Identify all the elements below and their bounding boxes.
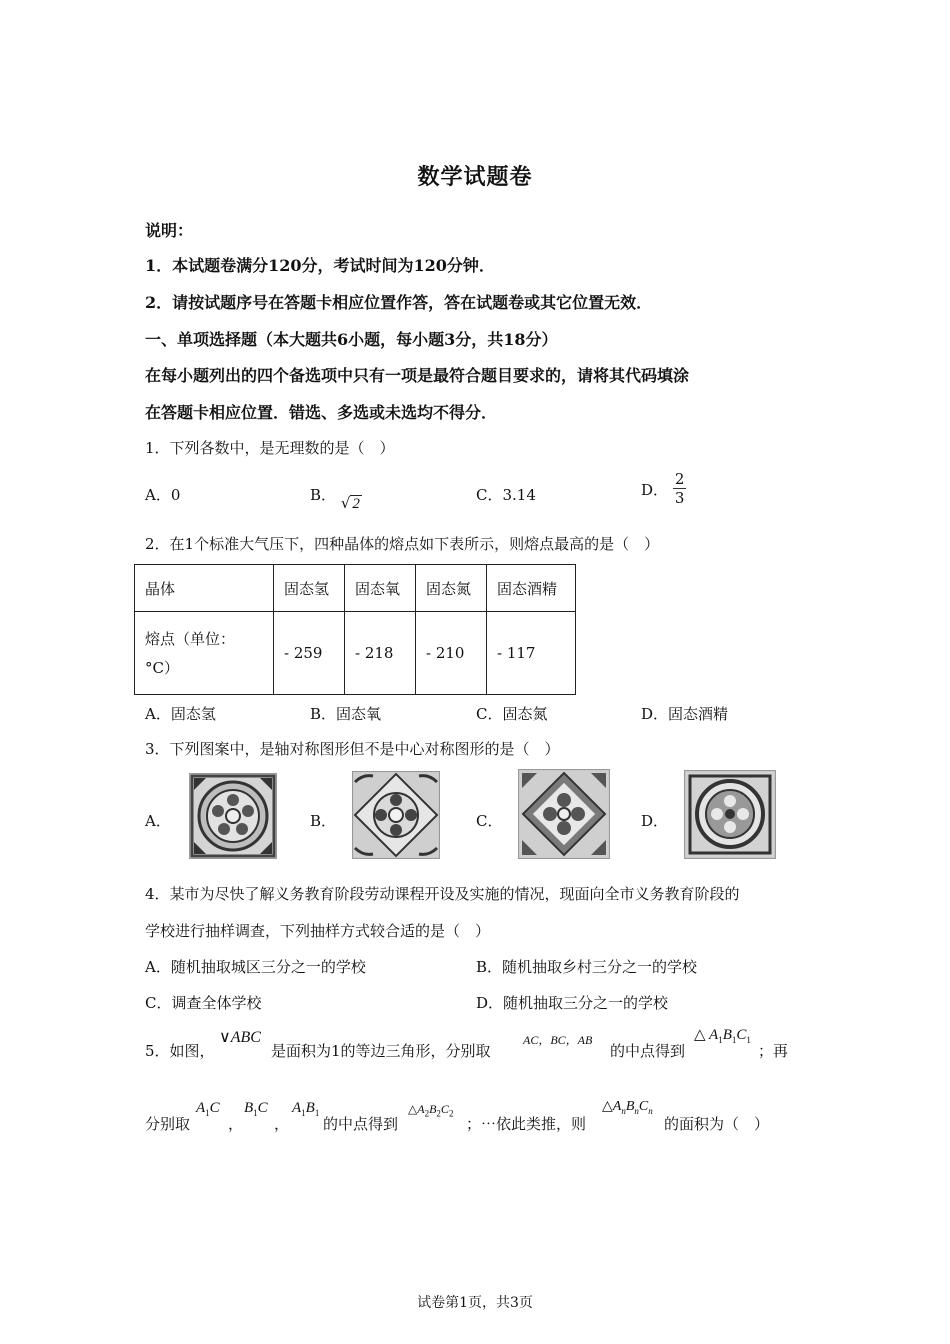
- table-row: [135, 612, 576, 695]
- pattern-b-icon: [353, 772, 439, 858]
- seg-start: B: [244, 1100, 254, 1116]
- vertex-b: B: [429, 1102, 437, 1116]
- table-header-row: [135, 565, 576, 612]
- section-desc-line2: 在答题卡相应位置．错选、多选或未选均不得分．: [145, 403, 498, 422]
- q1-option-d: [641, 470, 686, 507]
- q2-option-d: D．固态酒精: [641, 705, 729, 723]
- pattern-d-image: [684, 770, 776, 859]
- section-desc-line1: 在每小题列出的四个备选项中只有一项是最符合题目要求的，请将其代码填涂: [145, 366, 690, 385]
- seg-end: B: [305, 1100, 315, 1116]
- sqrt-radicand: 2: [352, 496, 360, 512]
- table-header-cell: 固态酒精: [487, 565, 576, 612]
- table-header-cell: 固态氧: [345, 565, 416, 612]
- subscript: 1: [301, 1108, 306, 1118]
- vertex-a: A: [709, 1027, 719, 1043]
- fraction-numerator: 2: [674, 470, 685, 488]
- subscript: 2: [436, 1108, 441, 1119]
- seg-start: A: [292, 1100, 302, 1116]
- melting-point-table: [134, 564, 576, 695]
- table-row-label: [135, 612, 274, 695]
- section-heading: 一、单项选择题（本大题共6小题，每小题3分，共18分）: [145, 330, 558, 349]
- vertex-c: C: [638, 1099, 649, 1114]
- q5-text5: ；⋯依此类推，则: [466, 1115, 587, 1133]
- vertex-c: C: [736, 1027, 747, 1043]
- triangle-a1b1c1: [694, 1025, 751, 1045]
- q3-option-d: D．: [641, 812, 669, 830]
- vertex-c: C: [440, 1102, 449, 1116]
- q4-option-b: B．随机抽取乡村三分之一的学校: [476, 958, 698, 976]
- q2-option-c: C．固态氮: [476, 705, 548, 723]
- q5-text1: 是面积为1的等边三角形，分别取: [271, 1042, 491, 1060]
- q1-option-c: C．3.14: [476, 486, 536, 504]
- sqrt-expression: √ 2: [340, 494, 360, 512]
- segment-a1b1: [292, 1100, 319, 1118]
- table-row-label-line1: 熔点（单位：: [145, 630, 236, 648]
- page-footer: 试卷第1页，共3页: [417, 1295, 533, 1311]
- triangle-symbol: ∨: [219, 1029, 231, 1046]
- fraction: [673, 470, 687, 507]
- subscript: n: [648, 1105, 653, 1116]
- table-cell: - 210: [416, 612, 487, 695]
- q3-option-b: B．: [310, 812, 337, 830]
- triangle-anbncn: [602, 1098, 653, 1116]
- q2-option-a: A．固态氢: [145, 705, 216, 723]
- triangle-abc: [219, 1027, 261, 1047]
- q3-option-c: C．: [476, 812, 503, 830]
- subscript: 1: [718, 1035, 723, 1045]
- instruction-item-2: 2．请按试题序号在答题卡相应位置作答，答在试题卷或其它位置无效．: [145, 293, 653, 312]
- q4-option-d: D．随机抽取三分之一的学校: [476, 994, 669, 1012]
- q5-line2-prefix: 分别取: [145, 1115, 191, 1133]
- q1-option-b: [310, 484, 362, 512]
- vertex-b: B: [722, 1027, 732, 1043]
- q1-option-b-label: B．: [310, 486, 337, 504]
- q3-stem: 3．下列图案中，是轴对称图形但不是中心对称图形的是（ ）: [145, 740, 560, 758]
- q5-text4: 的中点得到: [323, 1115, 399, 1133]
- comma: ，: [274, 1115, 290, 1133]
- pattern-c-icon: [519, 770, 609, 858]
- fraction-denominator: 3: [674, 489, 685, 507]
- seg-end: C: [257, 1100, 268, 1116]
- table-cell: - 218: [345, 612, 416, 695]
- table-row-label-line2: °C）: [145, 659, 179, 677]
- triangle-symbol: △: [602, 1099, 613, 1114]
- segment-b1c: [244, 1100, 268, 1118]
- instruction-item-1: 1．本试题卷满分120分，考试时间为120分钟．: [145, 256, 495, 275]
- seg-end: C: [209, 1100, 220, 1116]
- table-cell: - 259: [274, 612, 345, 695]
- q4-option-a: A．随机抽取城区三分之一的学校: [145, 958, 366, 976]
- triangle-symbol: △: [408, 1102, 418, 1116]
- subscript: 2: [448, 1108, 454, 1119]
- pattern-c-image: [518, 769, 610, 859]
- midpoints-1: AC，BC，AB: [523, 1033, 593, 1047]
- table-header-cell: 固态氢: [274, 565, 345, 612]
- q5-prefix: 5．如图，: [145, 1042, 215, 1060]
- pattern-d-icon: [685, 771, 775, 858]
- q2-option-b: B．固态氧: [310, 705, 382, 723]
- table-cell: - 117: [487, 612, 576, 695]
- subscript: 1: [731, 1035, 737, 1045]
- pattern-a-icon: [190, 774, 276, 858]
- pattern-b-image: [352, 771, 440, 859]
- table-header-cell: 固态氮: [416, 565, 487, 612]
- q4-stem-line2: 学校进行抽样调查，下列抽样方式较合适的是（ ）: [145, 922, 491, 940]
- segment-a1c: [196, 1100, 220, 1118]
- comma: ，: [228, 1115, 244, 1133]
- subscript: 2: [424, 1108, 430, 1119]
- page-title: 数学试题卷: [417, 164, 533, 190]
- q1-stem: 1．下列各数中，是无理数的是（ ）: [145, 439, 395, 457]
- seg-start: A: [196, 1100, 206, 1116]
- triangle-name: ABC: [230, 1029, 261, 1046]
- table-header-cell: 晶体: [135, 565, 274, 612]
- q1-option-d-label: D．: [641, 480, 669, 499]
- triangle-symbol: △: [694, 1027, 706, 1043]
- q5-text6: 的面积为（ ）: [664, 1115, 770, 1133]
- q3-option-a: A．: [145, 812, 171, 830]
- q1-option-a: A．0: [145, 486, 181, 504]
- subscript: n: [621, 1105, 626, 1116]
- subscript: 1: [253, 1108, 258, 1118]
- q2-stem: 2．在1个标准大气压下，四种晶体的熔点如下表所示，则熔点最高的是（ ）: [145, 535, 660, 553]
- vertex-b: B: [625, 1099, 635, 1114]
- vertex-a: A: [417, 1102, 425, 1116]
- q4-stem-line1: 4．某市为尽快了解义务教育阶段劳动课程开设及实施的情况，现面向全市义务教育阶段的: [145, 885, 740, 903]
- instructions-heading: 说明：: [145, 221, 194, 240]
- vertex-a: A: [612, 1099, 622, 1114]
- triangle-a2b2c2: [408, 1102, 453, 1118]
- subscript: 1: [205, 1108, 210, 1118]
- q5-text2: 的中点得到: [610, 1042, 686, 1060]
- pattern-a-image: [189, 773, 277, 859]
- subscript: n: [634, 1105, 639, 1116]
- q5-text3: ；再: [758, 1042, 789, 1060]
- subscript: 1: [746, 1035, 751, 1045]
- subscript: 1: [314, 1108, 320, 1118]
- q4-option-c: C．调查全体学校: [145, 994, 262, 1012]
